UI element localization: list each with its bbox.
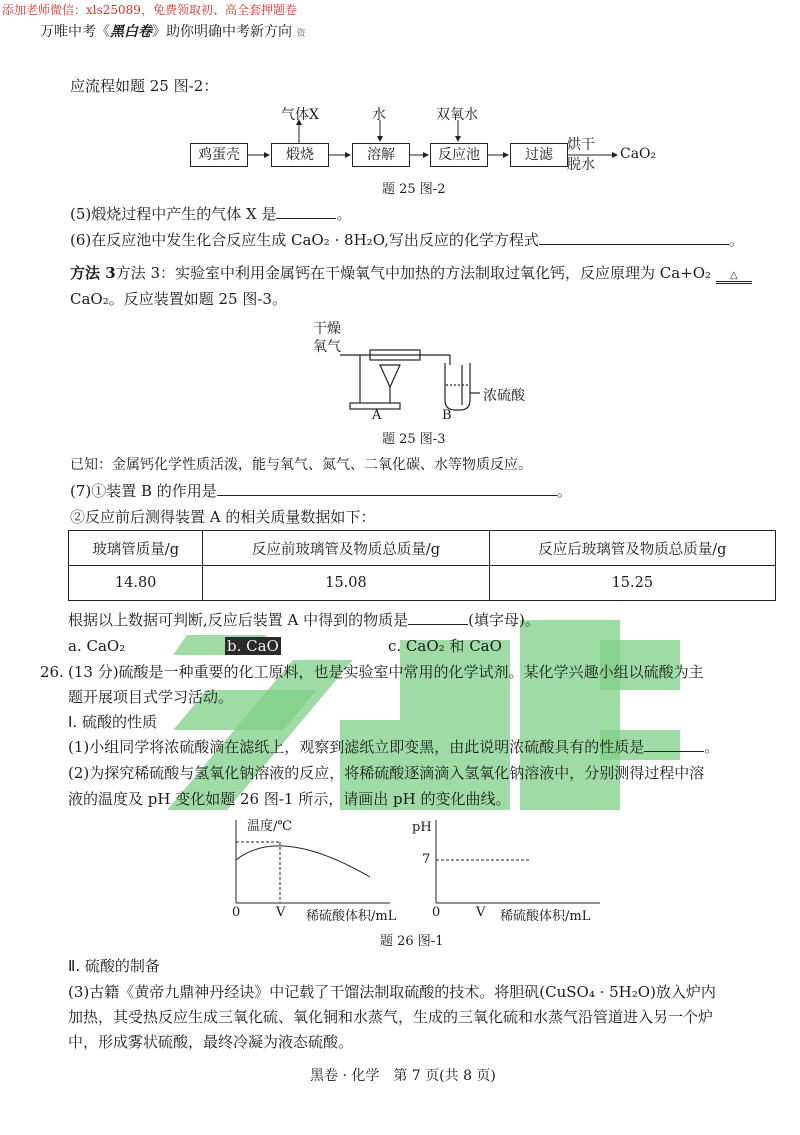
ph7-label: 7 <box>422 852 431 867</box>
text-line: 中，形成雾状硫酸，最终冷凝为液态硫酸。 <box>68 1033 354 1051</box>
text-line: (3)古籍《黄帝九鼎神丹经诀》中记载了干馏法制取硫酸的技术。将胆矾(CuSO₄ · 5H₂O)放入炉内 <box>68 983 716 1001</box>
table-cell: 15.08 <box>203 566 489 601</box>
flow-box: 溶解 <box>352 143 410 167</box>
text-line: 加热，其受热反应生成三氧化硫、氧化铜和水蒸气，生成的三氧化硫和水蒸气沿管道进入另一个炉 <box>68 1008 714 1026</box>
flow-box: 煅烧 <box>271 143 329 167</box>
x-axis-label: 稀硫酸体积/mL <box>306 909 397 924</box>
gas-label: 气体X <box>281 107 319 123</box>
option-a: a. CaO₂ <box>68 637 126 655</box>
method-3: 方法 3方法 3：实验室中利用金属钙在干燥氧气中加热的方法制取过氧化钙，反应原理为 Ca+O₂ △ <box>70 263 752 284</box>
text-line: 应流程如题 25 图-2： <box>70 77 219 95</box>
question-5: (5)煅烧过程中产生的气体 X 是 。 <box>70 205 352 223</box>
origin-label: 0 <box>432 905 441 920</box>
question-7: (7)①装置 B 的作用是 。 <box>70 482 572 500</box>
flow-box: 过滤 <box>510 143 568 167</box>
option-b: b. CaO <box>227 637 279 655</box>
page-footer: 黑卷 · 化学 第 7 页(共 8 页) <box>310 1068 496 1084</box>
oxygen-label: 氧气 <box>313 339 341 355</box>
text-line: ②反应前后测得装置 A 的相关质量数据如下： <box>70 508 376 526</box>
label-a: A <box>372 408 382 423</box>
question-1: (1)小组同学将浓硫酸滴在滤纸上，观察到滤纸立即变黑，由此说明浓硫酸具有的性质是 。 <box>68 738 720 756</box>
v-label: V <box>476 905 486 920</box>
dry-label: 烘干 <box>567 137 595 153</box>
table-cell: 14.80 <box>69 566 203 601</box>
water-label: 水 <box>372 107 386 123</box>
table-cell: 15.25 <box>489 566 775 601</box>
known-note: 已知：金属钙化学性质活泼，能与氧气、氮气、二氧化碳、水等物质反应。 <box>70 457 532 473</box>
flow-box: 鸡蛋壳 <box>190 143 248 167</box>
v-label: V <box>276 905 286 920</box>
dry-label: 干燥 <box>313 321 341 337</box>
flow-arrows <box>0 100 800 180</box>
figure-caption: 题 25 图-2 <box>382 182 446 197</box>
judge-question: 根据以上数据可判断,反应后装置 A 中得到的物质是 (填字母)。 <box>68 611 540 629</box>
text-line: CaO₂。反应装置如题 25 图-3。 <box>70 290 287 308</box>
temperature-curve <box>236 846 370 877</box>
text-line: (2)为探究稀硫酸与氢氧化钠溶液的反应，将稀硫酸逐滴滴入氢氧化钠溶液中，分别测得过程中溶 <box>68 764 705 782</box>
table-header: 反应后玻璃管及物质总质量/g <box>489 531 775 566</box>
dehydrate-label: 脱水 <box>567 157 595 173</box>
table-header: 玻璃管质量/g <box>69 531 203 566</box>
option-c: c. CaO₂ 和 CaO <box>388 637 502 655</box>
text-line: 液的温度及 pH 变化如题 26 图-1 所示，请画出 pH 的变化曲线。 <box>68 790 511 808</box>
h2o2-label: 双氧水 <box>436 107 478 123</box>
ad-banner: 添加老师微信：xls25089，免费领取初、高全套押题卷 <box>2 3 297 17</box>
mass-table <box>68 530 776 601</box>
figure-caption: 题 25 图-3 <box>382 432 446 447</box>
question-6: (6)在反应池中发生化合反应生成 CaO₂ · 8H₂O,写出反应的化学方程式 。 <box>70 231 744 249</box>
product-label: CaO₂ <box>620 146 657 162</box>
flow-box: 反应池 <box>430 143 488 167</box>
x-axis-label: 稀硫酸体积/mL <box>500 909 591 924</box>
label-b: B <box>442 408 452 423</box>
question-number: 26. <box>40 663 64 681</box>
acid-label: 浓硫酸 <box>483 388 525 404</box>
section-heading: Ⅰ. 硫酸的性质 <box>68 713 157 731</box>
temp-axis-label: 温度/℃ <box>247 819 292 834</box>
text-line: 题开展项目式学习活动。 <box>68 688 234 706</box>
origin-label: 0 <box>232 905 241 920</box>
figure-caption: 题 26 图-1 <box>380 934 444 949</box>
ph-axis-label: pH <box>412 820 432 835</box>
table-header: 反应前玻璃管及物质总质量/g <box>203 531 489 566</box>
header-slogan: 万唯中考《黑白卷》助你明确中考新方向 资 <box>40 24 306 40</box>
section-heading: Ⅱ. 硫酸的制备 <box>68 957 160 975</box>
text-line: (13 分)硫酸是一种重要的化工原料，也是实验室中常用的化学试剂。某化学兴趣小组以硫酸为主 <box>68 663 704 681</box>
